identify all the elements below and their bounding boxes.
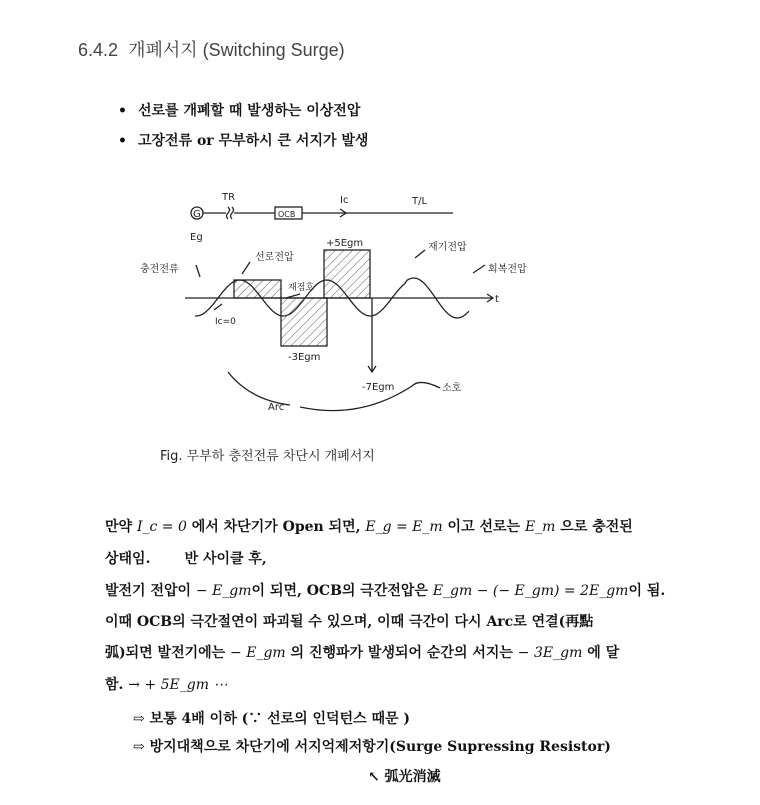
recovery-voltage-label: 회복전압 (488, 264, 527, 275)
figure-caption: Fig. 무부하 충전전류 차단시 개폐서지 (160, 449, 375, 464)
section-heading: 6.4.2 개폐서지 (Switching Surge) (78, 40, 345, 60)
extinction-label: 소호 (442, 383, 462, 394)
arc-label: Arc (268, 402, 285, 413)
arc-brace (228, 372, 440, 411)
arrow-note: ⇨ 방지대책으로 차단기에 서지억제저항기(Surge Supressing Resistor) (133, 739, 611, 755)
charging-current-label: 충전전류 (140, 264, 179, 275)
hatched-area-1 (234, 280, 281, 298)
plus5-label: +5Egm (326, 238, 364, 249)
eg-label: Eg (190, 232, 203, 243)
hatched-area-3 (324, 250, 370, 298)
paragraph-line: 이때 OCB의 극간절연이 파괴될 수 있으며, 이때 극간이 다시 Arc로 연결(再點 (105, 614, 594, 630)
annotation-note: ↖ 弧光消滅 (368, 769, 441, 785)
paragraph-line: 만약 I_c = 0 에서 차단기가 Open 되면, E_g = E_m 이고 선로는 E_m 으로 충전된 (105, 519, 633, 535)
paragraph-line: 함. → + 5E_gm ⋯ (105, 677, 228, 693)
generator-label: G (193, 209, 201, 220)
surge-arrow (368, 298, 376, 372)
paragraph-line: 발전기 전압이 − E_gm이 되면, OCB의 극간전압은 E_gm − (− E_gm) = 2E_gm이 됨. (105, 583, 666, 599)
bullet-item: • 선로를 개폐할 때 발생하는 이상전압 (118, 103, 361, 119)
restrike-label: 재점호 (288, 283, 315, 293)
transient-voltage-label: 재기전압 (428, 242, 467, 253)
paragraph-line: 상태임. 반 사이클 후, (105, 551, 267, 567)
ic0-label: Ic=0 (215, 317, 236, 327)
ocb-label: OCB (278, 210, 296, 219)
tl-label: T/L (412, 196, 428, 207)
hatched-area-2 (281, 298, 327, 346)
ic-label: Ic (340, 195, 349, 206)
minus3-label: -3Egm (288, 352, 321, 363)
paragraph-line: 弧)되면 발전기에는 − E_gm 의 진행파가 발생되어 순간의 서지는 − 3E_gm 에 달 (105, 645, 620, 661)
line-voltage-label: 선로전압 (255, 252, 294, 263)
minus7-label: -7Egm (362, 382, 395, 393)
bullet-item: • 고장전류 or 무부하시 큰 서지가 발생 (118, 133, 369, 149)
tr-label: TR (222, 192, 236, 203)
t-axis-label: t (495, 294, 499, 305)
arrow-note: ⇨ 보통 4배 이하 (∵ 선로의 인덕턴스 때문 ) (133, 711, 411, 727)
transformer-symbol (227, 207, 234, 219)
